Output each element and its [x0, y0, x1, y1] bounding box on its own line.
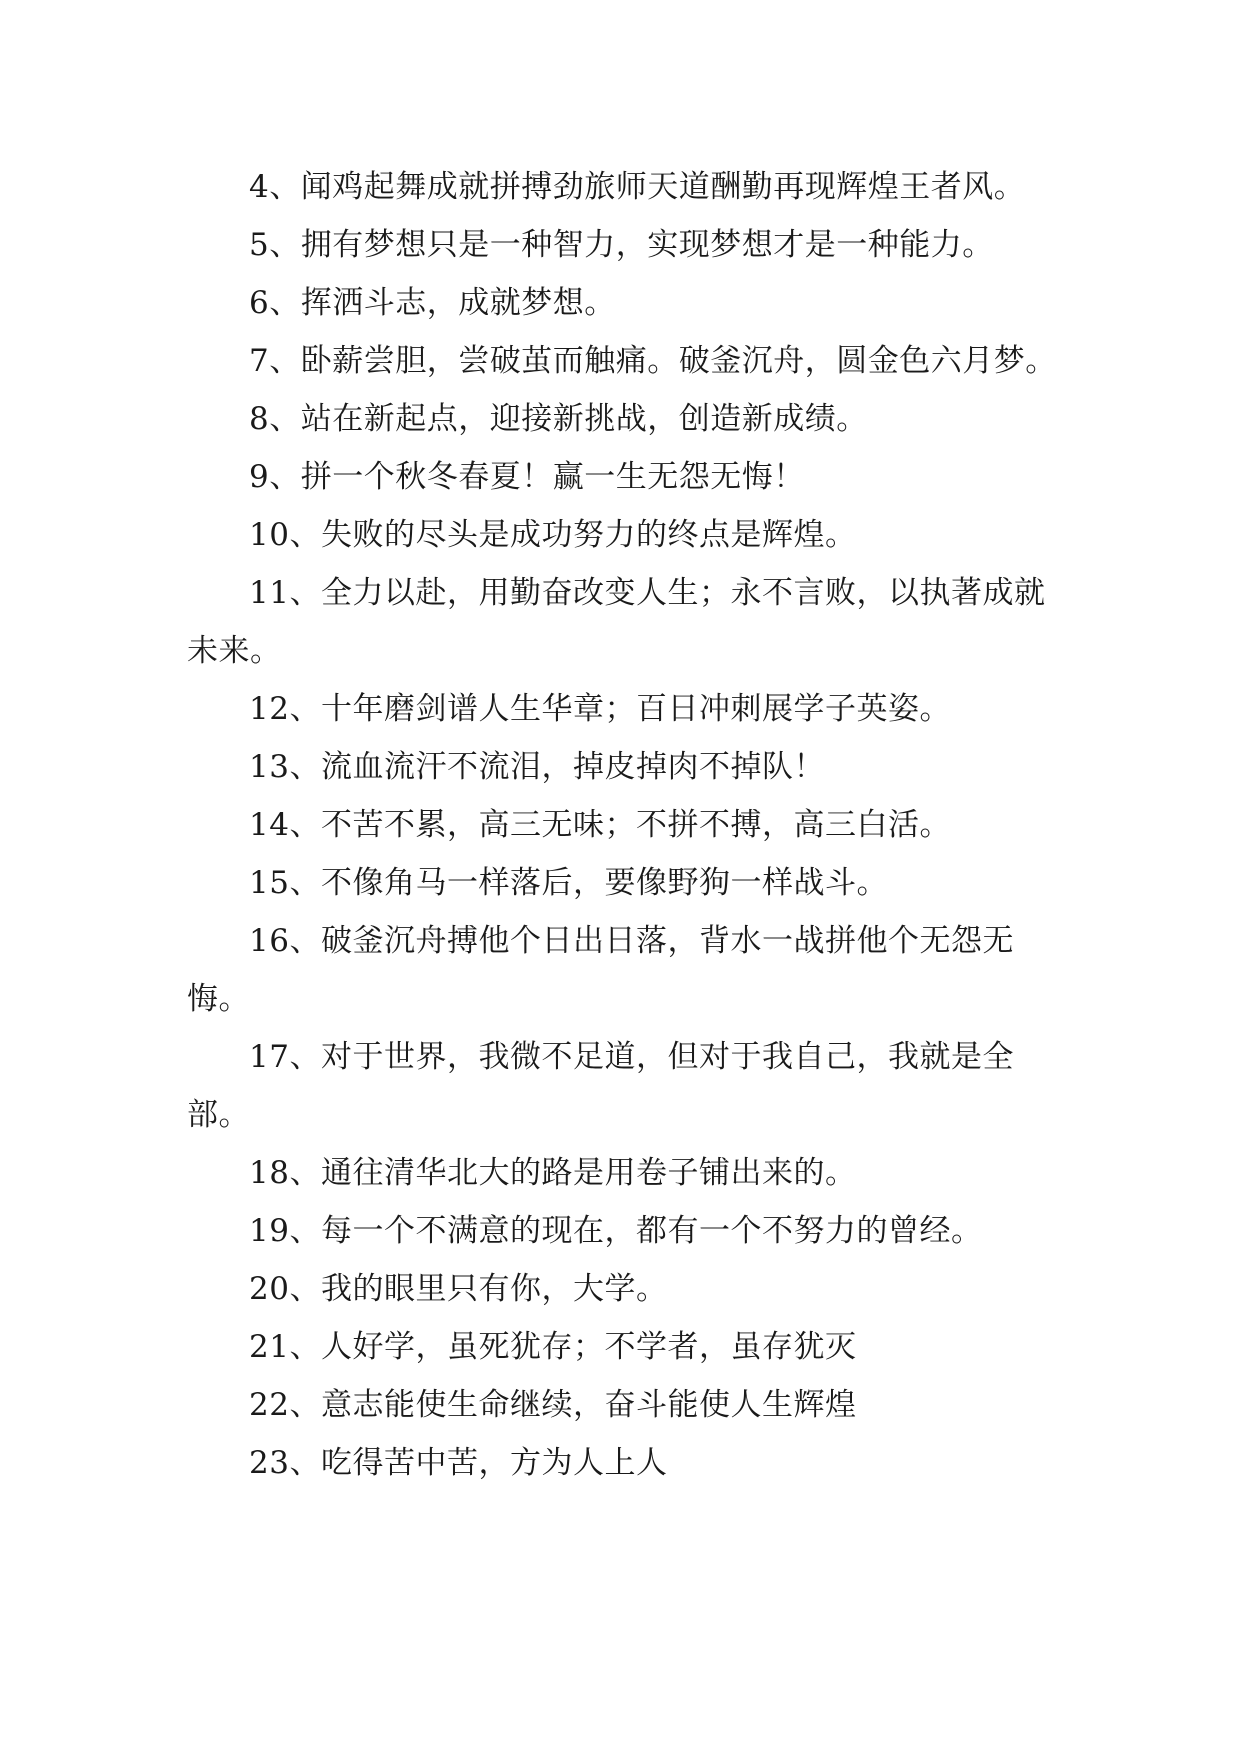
list-item: 12、十年磨剑谱人生华章；百日冲刺展学子英姿。: [249, 691, 951, 727]
list-item: 10、失败的尽头是成功努力的终点是辉煌。: [249, 517, 857, 553]
list-item: 7、卧薪尝胆，尝破茧而触痛。破釜沉舟，圆金色六月梦。: [249, 343, 1057, 379]
list-item: 4、闻鸡起舞成就拼搏劲旅师天道酬勤再现辉煌王者风。: [249, 169, 1026, 205]
list-item: 17、对于世界，我微不足道，但对于我自己，我就是全部。: [187, 1039, 1014, 1133]
list-item: 13、流血流汗不流泪，掉皮掉肉不掉队！: [249, 749, 825, 785]
list-item: 8、站在新起点，迎接新挑战，创造新成绩。: [249, 401, 868, 437]
list-item: 20、我的眼里只有你，大学。: [249, 1271, 668, 1307]
list-item: 11、全力以赴，用勤奋改变人生；永不言败，以执著成就未来。: [187, 575, 1046, 669]
list-item: 5、拥有梦想只是一种智力，实现梦想才是一种能力。: [249, 227, 994, 263]
slogan-list: [187, 158, 1057, 1492]
list-item: 9、拼一个秋冬春夏！赢一生无怨无悔！: [249, 459, 805, 495]
list-item: 22、意志能使生命继续，奋斗能使人生辉煌: [249, 1387, 857, 1423]
list-item: 6、挥洒斗志，成就梦想。: [249, 285, 616, 321]
list-item: 14、不苦不累，高三无味；不拼不搏，高三白活。: [249, 807, 951, 843]
list-item: 23、吃得苦中苦，方为人上人: [249, 1445, 668, 1481]
list-item: 16、破釜沉舟搏他个日出日落，背水一战拼他个无怨无悔。: [187, 923, 1014, 1017]
list-item: 18、通往清华北大的路是用卷子铺出来的。: [249, 1155, 857, 1191]
list-item: 15、不像角马一样落后，要像野狗一样战斗。: [249, 865, 888, 901]
list-item: 19、每一个不满意的现在，都有一个不努力的曾经。: [249, 1213, 983, 1249]
list-item: 21、人好学，虽死犹存；不学者，虽存犹灭: [249, 1329, 857, 1365]
